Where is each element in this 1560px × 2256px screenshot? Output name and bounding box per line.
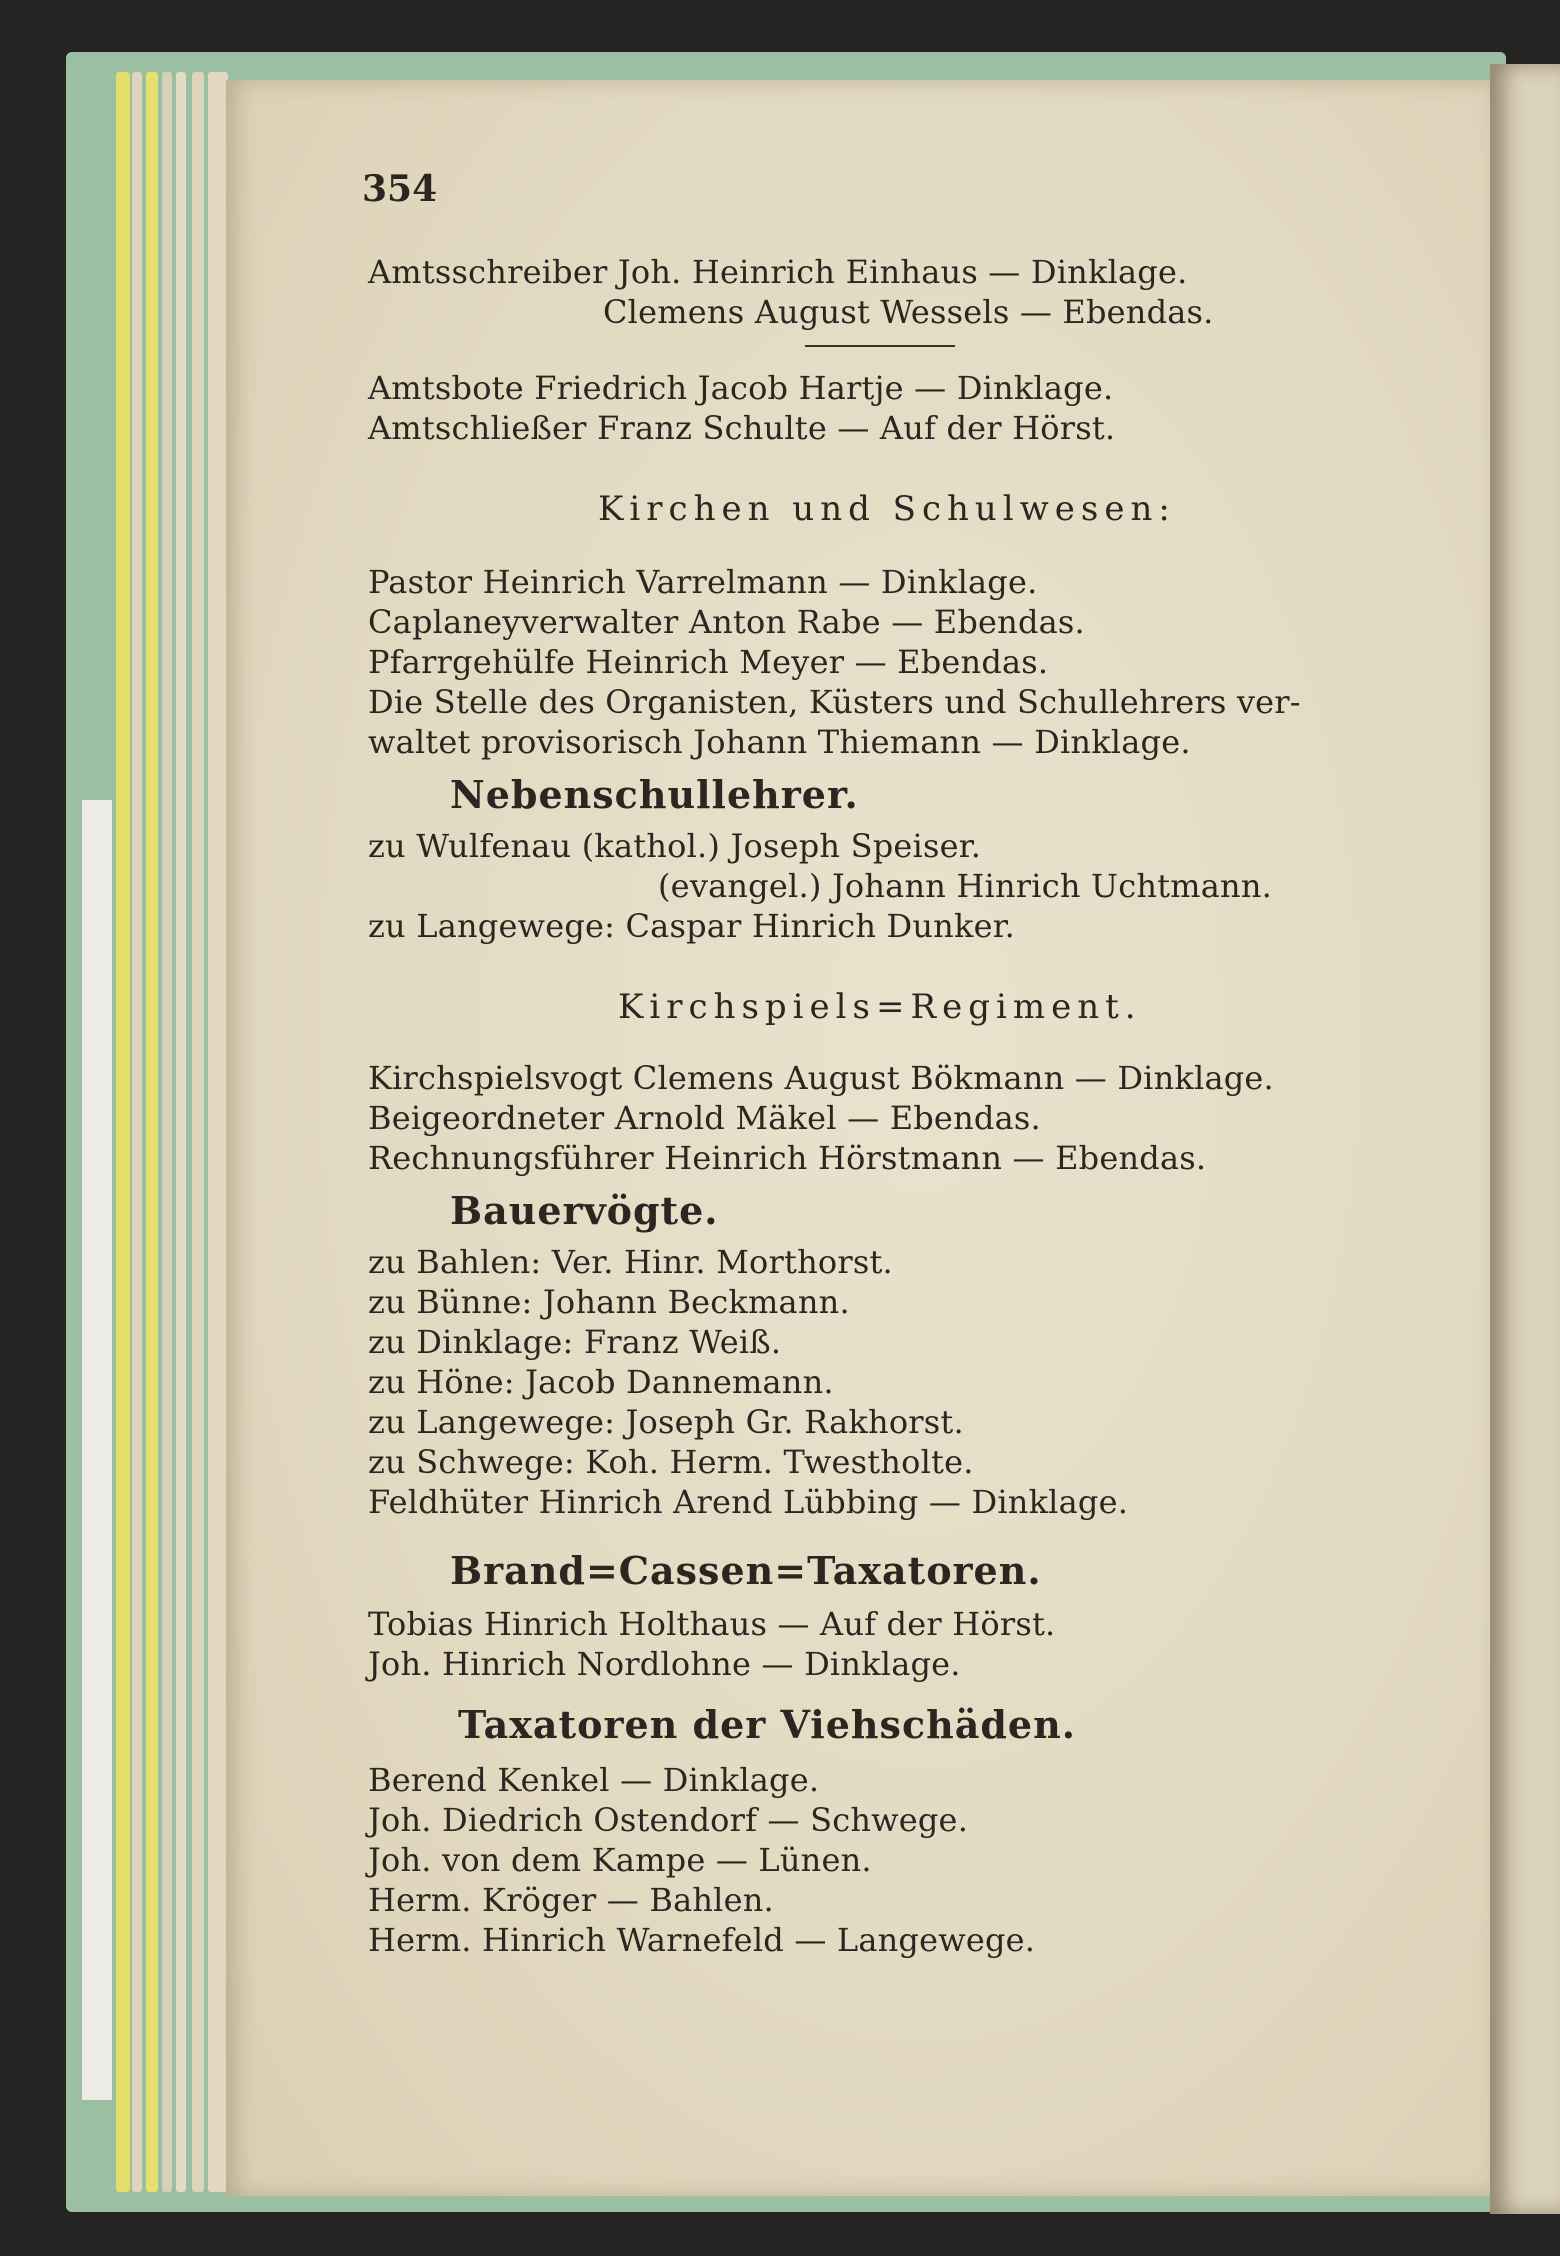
text-line: Feldhüter Hinrich Arend Lübbing — Dinklage. — [368, 1483, 1129, 1521]
text-line: Beigeordneter Arnold Mäkel — Ebendas. — [368, 1099, 1041, 1137]
text-line: Joh. Hinrich Nordlohne — Dinklage. — [368, 1645, 961, 1683]
text-line: (evangel.) Johann Hinrich Uchtmann. — [658, 867, 1272, 905]
text-line: zu Höne: Jacob Dannemann. — [368, 1363, 834, 1401]
text-line: zu Langewege: Caspar Hinrich Dunker. — [368, 907, 1016, 945]
text-line: zu Bahlen: Ver. Hinr. Morthorst. — [368, 1243, 893, 1281]
text-line: Tobias Hinrich Holthaus — Auf der Hörst. — [368, 1605, 1056, 1643]
text-line: zu Bünne: Johann Beckmann. — [368, 1283, 850, 1321]
text-line: waltet provisorisch Johann Thiemann — Dinklage. — [368, 723, 1191, 761]
text-line: Kirchspielsvogt Clemens August Bökmann — Dinklage. — [368, 1059, 1274, 1097]
text-line: Berend Kenkel — Dinklage. — [368, 1761, 820, 1799]
text-line: Herm. Kröger — Bahlen. — [368, 1881, 774, 1919]
text-line: Rechnungsführer Heinrich Hörstmann — Ebendas. — [368, 1139, 1207, 1177]
text-line: zu Schwege: Koh. Herm. Twestholte. — [368, 1443, 974, 1481]
text-line: Amtsschreiber Joh. Heinrich Einhaus — Dinklage. — [368, 253, 1188, 291]
text-line: Herm. Hinrich Warnefeld — Langewege. — [368, 1921, 1036, 1959]
text-line: Pastor Heinrich Varrelmann — Dinklage. — [368, 563, 1038, 601]
subsection-heading: Taxatoren der Viehschäden. — [458, 1702, 1076, 1747]
facing-page-edge — [1490, 64, 1560, 2214]
text-line: Clemens August Wessels — Ebendas. — [603, 293, 1214, 331]
page-edges — [108, 72, 238, 2192]
text-line: Amtschließer Franz Schulte — Auf der Hörst. — [368, 409, 1116, 447]
text-line: zu Dinklage: Franz Weiß. — [368, 1323, 782, 1361]
text-line: Joh. von dem Kampe — Lünen. — [368, 1841, 872, 1879]
text-line: Caplaneyverwalter Anton Rabe — Ebendas. — [368, 603, 1085, 641]
text-line: Amtsbote Friedrich Jacob Hartje — Dinklage. — [368, 369, 1114, 407]
subsection-heading: Brand=Cassen=Taxatoren. — [450, 1548, 1042, 1593]
section-divider — [805, 345, 955, 347]
section-heading: Kirchspiels=Regiment. — [618, 987, 1142, 1027]
subsection-heading: Bauervögte. — [450, 1188, 719, 1233]
text-line: Die Stelle des Organisten, Küsters und Schullehrers ver- — [368, 683, 1301, 721]
text-line: Joh. Diedrich Ostendorf — Schwege. — [368, 1801, 969, 1839]
section-heading: Kirchen und Schulwesen: — [598, 489, 1176, 529]
subsection-heading: Nebenschullehrer. — [450, 772, 859, 817]
text-line: zu Wulfenau (kathol.) Joseph Speiser. — [368, 827, 982, 865]
page-number: 354 — [362, 168, 438, 210]
text-line: Pfarrgehülfe Heinrich Meyer — Ebendas. — [368, 643, 1049, 681]
text-line: zu Langewege: Joseph Gr. Rakhorst. — [368, 1403, 964, 1441]
